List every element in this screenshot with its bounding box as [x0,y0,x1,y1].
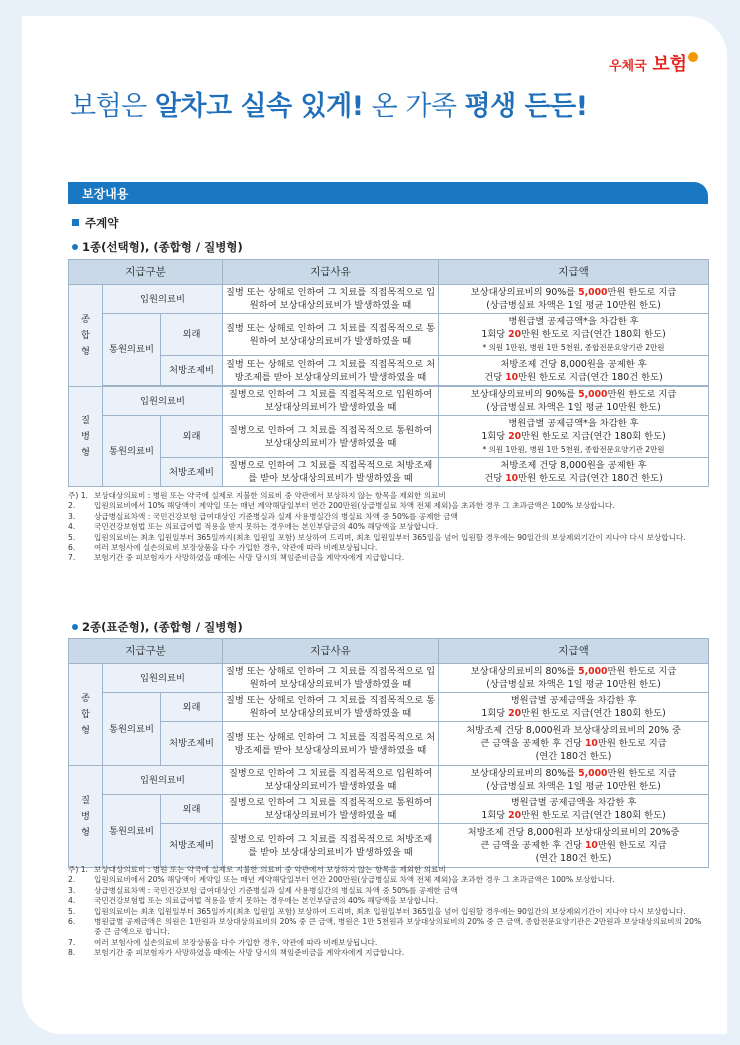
cell-payment [439,285,709,314]
cell-payment [439,458,709,487]
row-inpatient: 입원의료비 [103,664,223,693]
note-number: 6. [68,543,76,553]
note-text: 입원의료비는 최초 입원일부터 365일까지(최초 입원일 포함) 보상하여 드리며, 최초 입원일부터 365일을 넘어 입원할 경우에는 90일간의 보상제외기간이 지나야 다시 보상합니다. [94,532,686,542]
dot-bullet-icon [72,244,78,250]
pay-amount: 5,000 [578,768,608,779]
pay-text: 보상대상의료비의 90%를 [470,287,579,298]
cell-reason: 질병 또는 상해로 인하여 그 치료를 직접목적으로 통원하여 보상대상의료비가 발생하였을 때 [223,314,439,356]
note-item [68,917,703,938]
pay-text: 병원급별 공제금액을 차감한 후 [510,695,637,706]
pay-text: 처방조제 건당 8,000원과 보상대상의료비의 20% 중 [466,725,681,736]
row-inpatient: 입원의료비 [103,387,223,416]
pay-text: 만원 한도로 지급 [607,666,677,677]
note-text: 여러 보험사에 실손의료비 보장상품을 다수 가입한 경우, 약관에 따라 비례보상됩니다. [94,543,378,553]
note-text: 입원의료비에서 10% 해당액이 계약일 또는 매년 계약해당일부터 연간 200만원(상급병실료 차액 전체 제외)을 초과한 경우 그 초과금액은 100% 보상합니다. [94,501,615,511]
logo-text-a: 우체국 [608,59,647,74]
note-text: 국민건강보험법 또는 의료급여법 적용을 받지 못하는 경우에는 본인부담금의 40% 해당액을 보상합니다. [94,522,439,532]
row-outpatient: 통원의료비 [103,693,161,766]
note-item [68,512,703,522]
cell-payment [439,314,709,356]
note-text: 상급병실료차액 : 국민건강보험 급여대상인 기준병실과 실제 사용병실간의 병실료 차액 중 50%를 공제한 금액 [94,511,458,521]
dot-bullet-icon [72,624,78,630]
table1-subtitle-text: 1종(선택형), (종합형 / 질병형) [82,240,243,254]
header-reason: 지급사유 [223,260,439,285]
header-category: 지급구분 [69,260,223,285]
headline-part: 보험은 [70,91,155,122]
group-label: 질병형 [81,794,90,838]
pay-text: 만원 한도로 지급(연간 180건 한도) [518,473,663,484]
pay-text: 건당 [484,473,506,484]
note-number: 4. [68,522,76,532]
note-text: 병원급별 공제금액은 의원은 1만원과 보상대상의료비의 20% 중 큰 금액, 병원은 1만 5천원과 보상대상의료비의 20% 중 큰 금액, 종합전문요양기관은 2만원과 보상대상의료비의 20% 중 큰 금액으로 합니다. [94,917,702,937]
table2-subtitle [72,619,243,635]
note-item [68,501,703,511]
row-outpatient: 통원의료비 [103,795,161,868]
cell-reason: 질병 또는 상해로 인하여 그 치료를 직접목적으로 입원하여 보상대상의료비가 발생하였을 때 [223,285,439,314]
pay-text: 만원 한도로 지급 [607,768,677,779]
row-outpatient: 통원의료비 [103,416,161,487]
note-item [68,907,703,917]
note-text: 상급병실료차액 : 국민건강보험 급여대상인 기준병실과 실제 사용병실간의 병실료 차액 중 50%를 공제한 금액 [94,885,458,895]
header-payment: 지급액 [439,639,709,664]
note-number: 7. [68,553,76,563]
group-label: 종합형 [81,692,90,736]
table2-subtitle-text: 2종(표준형), (종합형 / 질병형) [82,620,243,634]
cell-reason: 질병 또는 상해로 인하여 그 치료를 직접목적으로 처방조제를 받아 보상대상의료비가 발생하였을 때 [223,722,439,766]
group-comprehensive [69,285,103,387]
note-item [68,553,703,563]
header-reason: 지급사유 [223,639,439,664]
note-number: 5. [68,532,76,542]
pay-text: 만원 한도로 지급(연간 180회 한도) [521,329,666,340]
cell-payment [439,722,709,766]
note-number: 8. [68,948,76,958]
cell-payment [439,416,709,458]
postal-insurance-logo [609,50,698,76]
pay-text: 만원 한도로 지급 [597,840,667,851]
note-item [68,522,703,532]
coverage-table-2 [68,638,709,868]
pay-text: 병원급별 공제금액*을 차감한 후 [508,316,639,327]
table1-subtitle [72,239,243,255]
row-prescription: 처방조제비 [161,356,223,386]
pay-text: 1회당 [481,708,509,719]
flower-icon [688,52,698,62]
pay-amount: 10 [584,840,598,851]
pay-text: 큰 금액을 공제한 후 건당 [480,738,585,749]
row-clinic: 외래 [161,795,223,824]
pay-amount: 10 [505,473,519,484]
row-prescription: 처방조제비 [161,458,223,487]
pay-text: 만원 한도로 지급 [607,389,677,400]
pay-amount: 5,000 [578,287,608,298]
pay-text: 보상대상의료비의 80%를 [470,666,579,677]
pay-text: (상급병실료 차액은 1일 평균 10만원 한도) [486,781,661,792]
note-text: 입원의료비에서 20% 해당액이 계약일 또는 매년 계약해당일부터 연간 200만원(상급병실료 차액 전체 제외)을 초과한 경우 그 초과금액은 100% 보상합니다. [94,875,615,885]
cell-reason: 질병 또는 상해로 인하여 그 치료를 직접목적으로 통원하여 보상대상의료비가 발생하였을 때 [223,693,439,722]
note-number: 주) 1. [68,865,88,874]
cell-payment [439,693,709,722]
note-number: 2. [68,501,76,511]
page-headline [70,84,588,123]
note-number: 3. [68,885,76,895]
row-clinic: 외래 [161,693,223,722]
pay-note: * 의원 1만원, 병원 1만 5천원, 종합전문요양기관 2만원 [482,343,665,352]
headline-part: 온 가족 [363,91,465,122]
note-item [68,491,703,501]
note-text: 국민건강보험법 또는 의료급여법 적용을 받지 못하는 경우에는 본인부담금의 40% 해당액을 보상합니다. [94,896,439,906]
pay-text: 1회당 [481,329,509,340]
cell-reason: 질병으로 인하여 그 치료를 직접목적으로 처방조제를 받아 보상대상의료비가 발생하였을 때 [223,824,439,868]
pay-text: 보상대상의료비의 90%를 [470,389,579,400]
note-item [68,533,703,543]
pay-text: (연간 180건 한도) [535,853,612,864]
cell-payment [439,795,709,824]
note-text: 보상대상의료비 : 병원 또는 약국에 실제로 지불한 의료비 중 약관에서 보상하지 않는 항목을 제외한 의료비 [94,865,446,874]
note-item [68,886,703,896]
note-number: 6. [68,917,76,927]
cell-reason: 질병으로 인하여 그 치료를 직접목적으로 처방조제를 받아 보상대상의료비가 발생하였을 때 [223,458,439,487]
note-text: 여러 보험사에 실손의료비 보장상품을 다수 가입한 경우, 약관에 따라 비례보상됩니다. [94,937,378,947]
cell-payment [439,356,709,386]
headline-emphasis: 평생 든든! [464,91,588,122]
row-clinic: 외래 [161,314,223,356]
pay-text: 만원 한도로 지급(연간 180회 한도) [521,431,666,442]
pay-text: 건당 [484,371,506,383]
row-inpatient: 입원의료비 [103,285,223,314]
row-clinic: 외래 [161,416,223,458]
pay-text: 병원급별 공제금액*을 차감한 후 [508,418,639,429]
note-text: 보험기간 중 피보험자가 사망하였을 때에는 사망 당시의 책임준비금을 계약자에게 지급합니다. [94,553,405,563]
cell-payment [439,664,709,693]
row-prescription: 처방조제비 [161,722,223,766]
note-item [68,875,703,885]
note-item [68,865,703,875]
pay-text: (연간 180건 한도) [535,751,612,762]
pay-text: 만원 한도로 지급(연간 180건 한도) [518,371,663,383]
section-title: 보장내용 [82,187,129,201]
header-payment: 지급액 [439,260,709,285]
cell-reason: 질병으로 인하여 그 치료를 직접목적으로 입원하여 보상대상의료비가 발생하였을 때 [223,387,439,416]
pay-text: (상급병실료 차액은 1일 평균 10만원 한도) [486,679,661,690]
note-item [68,543,703,553]
pay-text: 만원 한도로 지급(연간 180회 한도) [521,810,666,821]
cell-payment [439,824,709,868]
coverage-table-1 [68,259,709,487]
note-item [68,896,703,906]
pay-text: 만원 한도로 지급 [597,738,667,749]
row-inpatient: 입원의료비 [103,766,223,795]
cell-reason: 질병으로 인하여 그 치료를 직접목적으로 통원하여 보상대상의료비가 발생하였을 때 [223,795,439,824]
note-number: 주) 1. [68,491,88,500]
pay-amount: 5,000 [578,389,608,400]
note-number: 2. [68,875,76,885]
headline-emphasis: 알차고 실속 있게! [154,91,364,122]
pay-text: 1회당 [481,431,509,442]
pay-text: 보상대상의료비의 80%를 [470,768,579,779]
pay-note: * 의원 1만원, 병원 1만 5천원, 종합전문요양기관 2만원 [482,445,665,454]
pay-amount: 10 [584,738,598,749]
pay-text: 만원 한도로 지급(연간 180회 한도) [521,708,666,719]
note-item [68,948,703,958]
group-disease [69,387,103,487]
pay-text: 1회당 [481,810,509,821]
pay-text: 큰 금액을 공제한 후 건당 [480,840,585,851]
square-bullet-icon [72,219,79,226]
main-contract-label: 주계약 [85,216,119,230]
pay-text: 병원급별 공제금액을 차감한 후 [510,797,637,808]
pay-amount: 5,000 [578,666,608,677]
note-number: 5. [68,906,76,916]
pay-amount: 20 [508,708,522,719]
row-prescription: 처방조제비 [161,824,223,868]
pay-text: (상급병실료 차액은 1일 평균 10만원 한도) [486,300,661,311]
pay-text: 만원 한도로 지급 [607,287,677,298]
pay-amount: 20 [508,810,522,821]
note-number: 3. [68,511,76,521]
group-label: 질병형 [81,414,90,458]
cell-reason: 질병 또는 상해로 인하여 그 치료를 직접목적으로 처방조제를 받아 보상대상의료비가 발생하였을 때 [223,356,439,386]
note-number: 7. [68,937,76,947]
notes-2 [68,865,703,959]
cell-payment [439,387,709,416]
header-category: 지급구분 [69,639,223,664]
pay-text: (상급병실료 차액은 1일 평균 10만원 한도) [486,402,661,413]
cell-payment [439,766,709,795]
pay-amount: 20 [508,431,522,442]
pay-text: 처방조제 건당 8,000원을 공제한 후 [500,358,647,370]
pay-amount: 10 [505,371,519,383]
cell-reason: 질병으로 인하여 그 치료를 직접목적으로 입원하여 보상대상의료비가 발생하였을 때 [223,766,439,795]
note-item [68,938,703,948]
cell-reason: 질병 또는 상해로 인하여 그 치료를 직접목적으로 입원하여 보상대상의료비가 발생하였을 때 [223,664,439,693]
note-text: 보상대상의료비 : 병원 또는 약국에 실제로 지불한 의료비 중 약관에서 보상하지 않는 항목을 제외한 의료비 [94,491,446,500]
note-number: 4. [68,896,76,906]
note-text: 보험기간 중 피보험자가 사망하였을 때에는 사망 당시의 책임준비금을 계약자에게 지급합니다. [94,948,405,958]
section-bar [68,182,708,204]
group-label: 종합형 [81,313,90,357]
main-contract-heading [72,215,118,231]
note-text: 입원의료비는 최초 입원일부터 365일까지(최초 입원일 포함) 보상하여 드리며, 최초 입원일부터 365일을 넘어 입원할 경우에는 90일간의 보상제외기간이 지나야 다시 보상합니다. [94,906,686,916]
logo-text-b: 보험 [652,54,687,75]
pay-text: 처방조제 건당 8,000원을 공제한 후 [500,460,647,471]
row-outpatient: 통원의료비 [103,314,161,386]
group-comprehensive [69,664,103,766]
notes-1 [68,491,703,564]
pay-amount: 20 [508,329,522,340]
pay-text: 처방조제 건당 8,000원과 보상대상의료비의 20%중 [467,827,680,838]
group-disease [69,766,103,868]
cell-reason: 질병으로 인하여 그 치료를 직접목적으로 통원하여 보상대상의료비가 발생하였을 때 [223,416,439,458]
